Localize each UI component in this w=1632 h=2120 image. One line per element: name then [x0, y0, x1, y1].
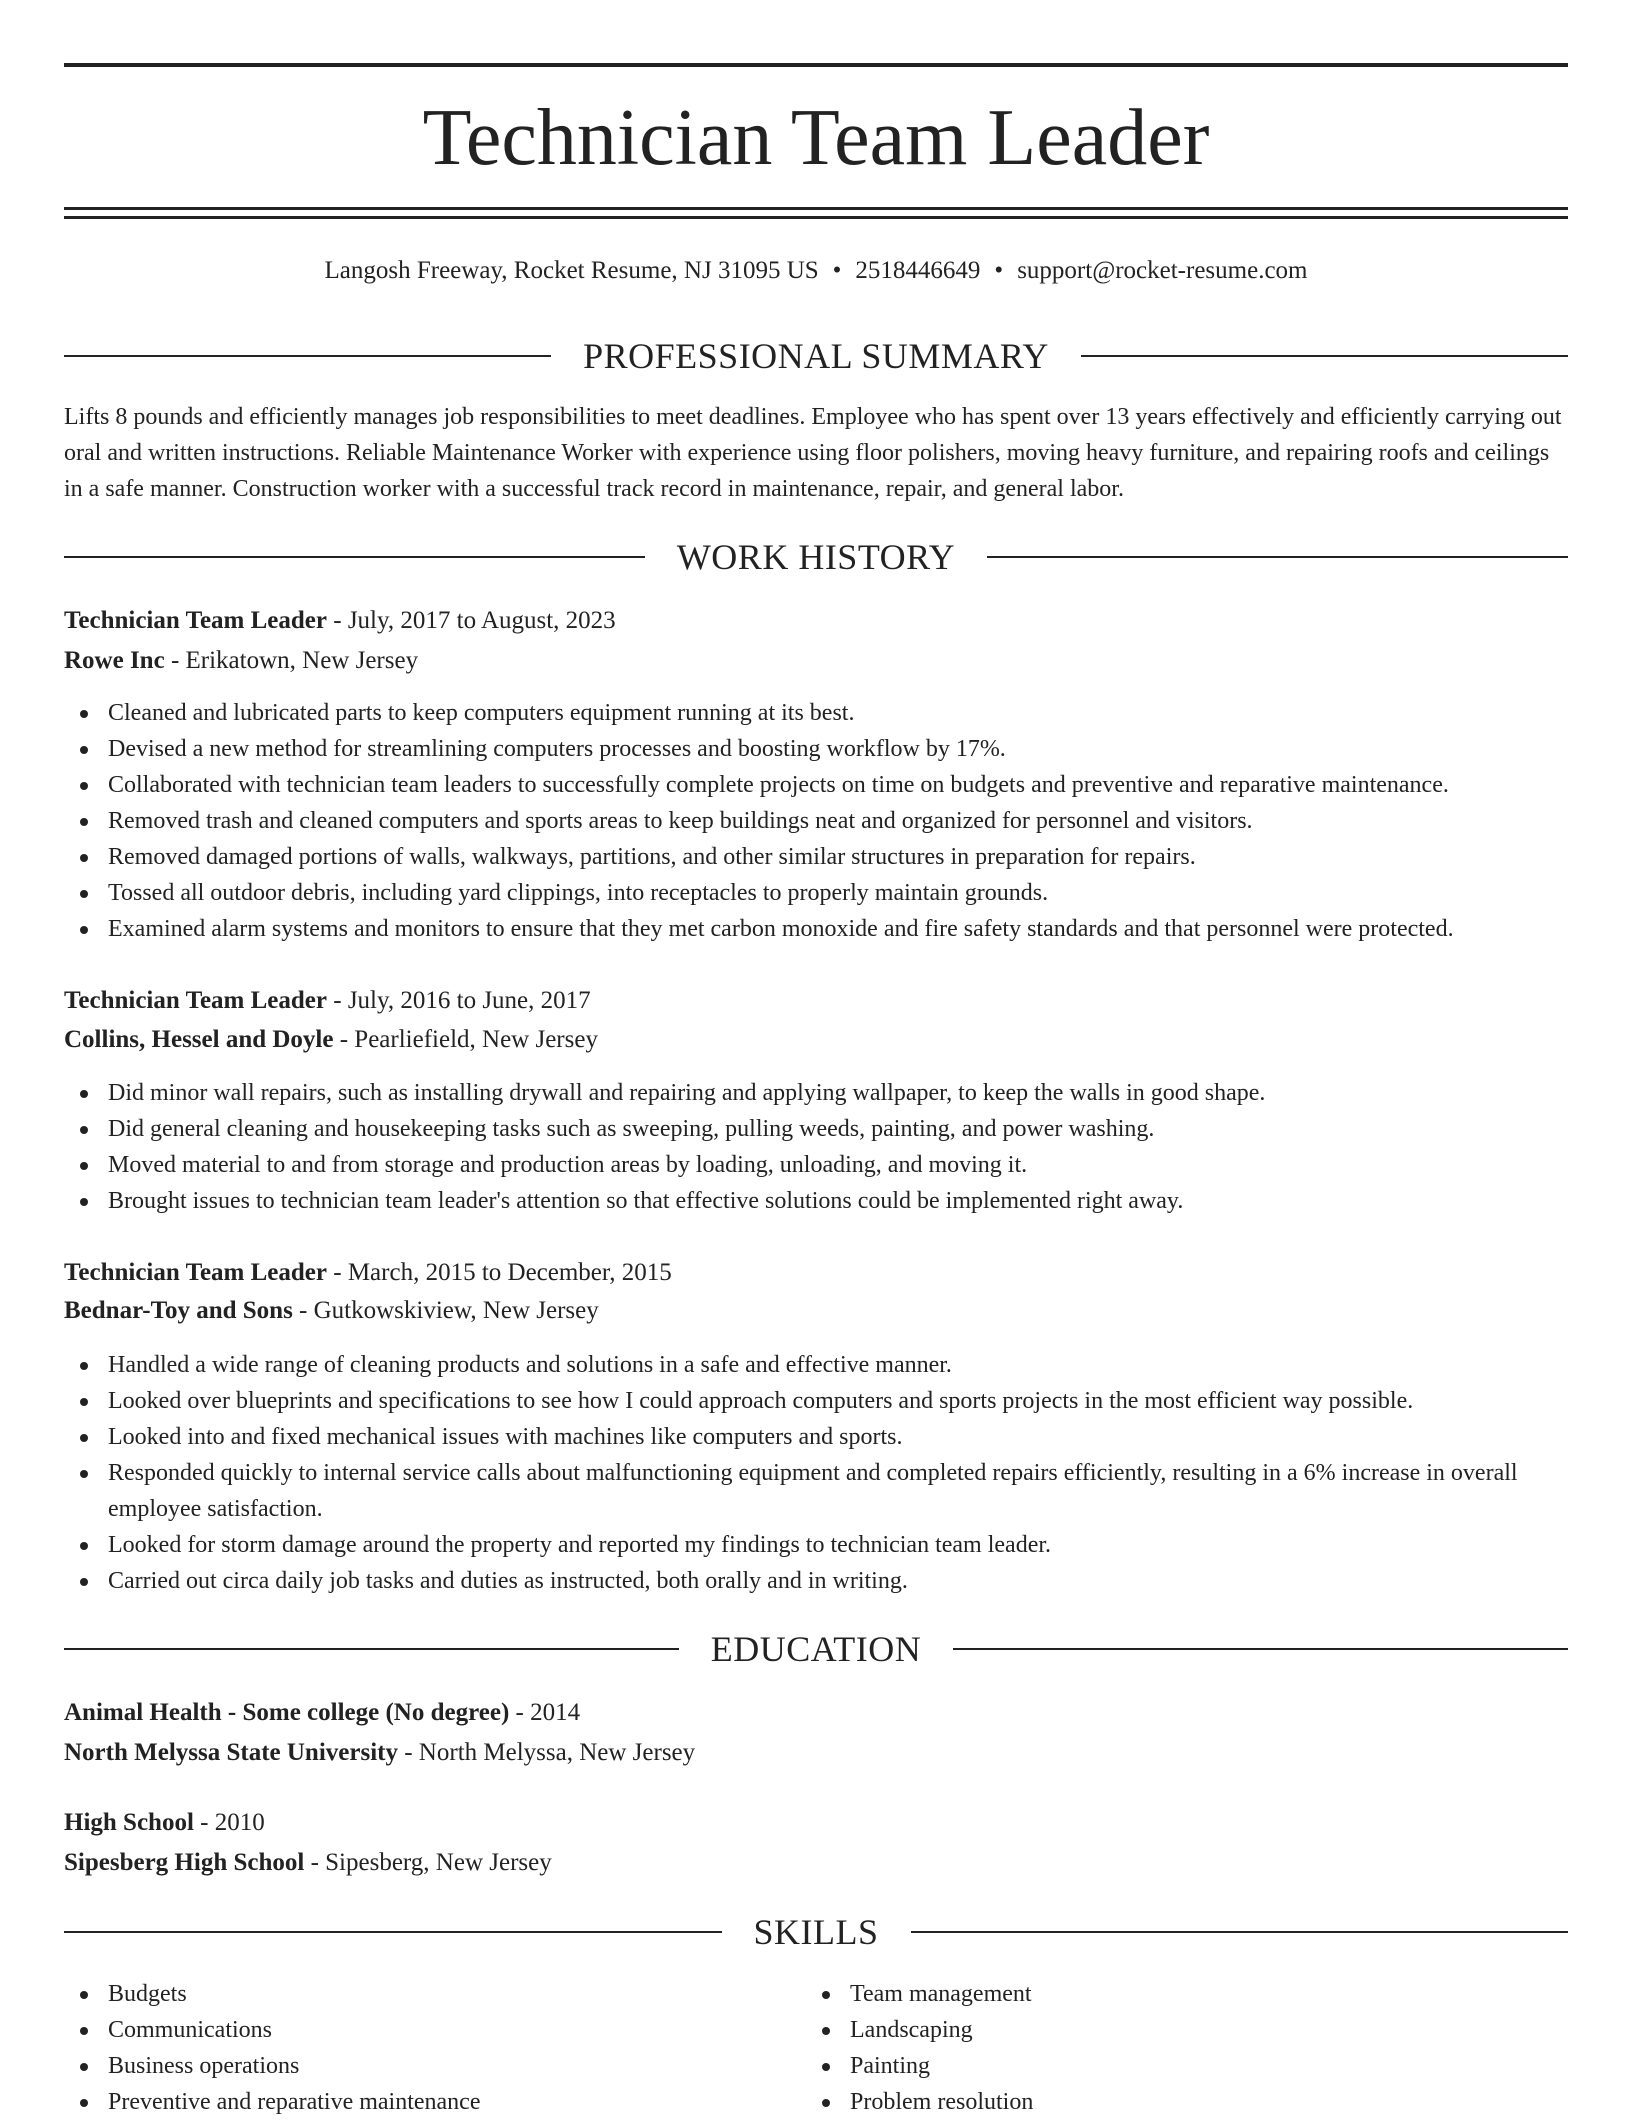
skill-item: Budgets [64, 1976, 764, 2012]
list-item: Responded quickly to internal service calls about malfunctioning equipment and completed repairs efficiently, resulting in a 6% increase in overall employee satisfaction. [64, 1455, 1568, 1527]
section-title: WORK HISTORY [676, 537, 956, 577]
education-degree-line [64, 1805, 1568, 1841]
contact-address: Langosh Freeway, Rocket Resume, NJ 31095 US [324, 257, 819, 284]
heading-rule-left [64, 556, 645, 558]
list-item: Looked into and fixed mechanical issues with machines like computers and sports. [64, 1419, 1568, 1455]
heading-rule-left [64, 1648, 679, 1650]
contact-line [64, 254, 1568, 288]
job-dates: - July, 2017 to August, 2023 [327, 607, 616, 634]
skill-item: Landscaping [806, 2012, 1506, 2048]
job-location: - Erikatown, New Jersey [164, 647, 419, 674]
job-dates: - March, 2015 to December, 2015 [327, 1259, 672, 1286]
job-dates: - July, 2016 to June, 2017 [327, 987, 591, 1014]
list-item: Did minor wall repairs, such as installing drywall and repairing and applying wallpaper, to keep the walls in good shape. [64, 1075, 1568, 1111]
job-company-line [64, 1022, 1568, 1058]
list-item: Carried out circa daily job tasks and duties as instructed, both orally and in writing. [64, 1563, 1568, 1599]
list-item: Brought issues to technician team leader's attention so that effective solutions could be implemented right away. [64, 1183, 1568, 1219]
education-degree-line [64, 1695, 1568, 1731]
education-location: - Sipesberg, New Jersey [304, 1849, 552, 1876]
education-year: - 2014 [509, 1699, 581, 1726]
job-company: Bednar-Toy and Sons [64, 1297, 293, 1324]
job-company: Rowe Inc [64, 647, 165, 674]
skill-item: Painting [806, 2048, 1506, 2084]
job-company-line [64, 1293, 1568, 1329]
job-location: - Pearliefield, New Jersey [333, 1026, 598, 1053]
list-item: Looked over blueprints and specifications to see how I could approach computers and sports projects in the most efficient way possible. [64, 1383, 1568, 1419]
section-heading-education [64, 1627, 1568, 1671]
header-double-rule [64, 207, 1568, 219]
job-bullets [64, 695, 1568, 947]
resume-name: Technician Team Leader [422, 94, 1210, 182]
education-degree: High School [64, 1809, 194, 1836]
contact-email[interactable]: support@rocket-resume.com [1017, 257, 1308, 284]
list-item: Looked for storm damage around the property and reported my findings to technician team leader. [64, 1527, 1568, 1563]
heading-rule-left [64, 1931, 722, 1933]
list-item: Collaborated with technician team leaders to successfully complete projects on time on budgets and preventive and reparative maintenance. [64, 767, 1568, 803]
summary-text: Lifts 8 pounds and efficiently manages job responsibilities to meet deadlines. Employee who has spent over 13 years effectively and efficiently carrying out oral and written instructions. Reliable Maintenance Worker with experience using floor polishers, moving heavy furniture, and repairing roofs and ceilings in a safe manner. Construction worker with a successful track record in maintenance, repair, and general labor. [64, 404, 1562, 502]
job-company-line [64, 643, 1568, 679]
skills-list-left [64, 1976, 764, 2120]
job-company: Collins, Hessel and Doyle [64, 1026, 334, 1053]
job-title-line [64, 1255, 1568, 1291]
list-item: Handled a wide range of cleaning products and solutions in a safe and effective manner. [64, 1347, 1568, 1383]
job-location: - Gutkowskiview, New Jersey [292, 1297, 599, 1324]
education-school-line [64, 1735, 1568, 1771]
section-heading-summary [64, 334, 1568, 378]
job-bullets [64, 1347, 1568, 1599]
skill-item: Team management [806, 1976, 1506, 2012]
section-title: SKILLS [753, 1912, 879, 1952]
list-item: Devised a new method for streamlining computers processes and boosting workflow by 17%. [64, 731, 1568, 767]
section-heading-skills [64, 1910, 1568, 1954]
section-title: EDUCATION [710, 1629, 922, 1669]
list-item: Removed damaged portions of walls, walkways, partitions, and other similar structures in preparation for repairs. [64, 839, 1568, 875]
job-bullets [64, 1075, 1568, 1219]
education-year: - 2010 [193, 1809, 265, 1836]
skill-item: Problem resolution [806, 2084, 1506, 2120]
contact-phone: 2518446649 [855, 257, 981, 284]
skill-item: Communications [64, 2012, 764, 2048]
list-item: Removed trash and cleaned computers and sports areas to keep buildings neat and organized for personnel and visitors. [64, 803, 1568, 839]
skills-list-right [806, 1976, 1506, 2120]
heading-rule-right [987, 556, 1568, 558]
job-title: Technician Team Leader [64, 607, 327, 634]
list-item: Tossed all outdoor debris, including yard clippings, into receptacles to properly maintain grounds. [64, 875, 1568, 911]
contact-separator: • [994, 257, 1004, 284]
heading-rule-right [911, 1931, 1569, 1933]
job-title: Technician Team Leader [64, 987, 327, 1014]
contact-separator: • [832, 257, 842, 284]
education-school: Sipesberg High School [64, 1849, 305, 1876]
heading-rule-right [1081, 355, 1568, 357]
section-heading-work-history [64, 535, 1568, 579]
job-title: Technician Team Leader [64, 1259, 327, 1286]
education-school-line [64, 1845, 1568, 1881]
list-item: Cleaned and lubricated parts to keep computers equipment running at its best. [64, 695, 1568, 731]
education-degree: Animal Health - Some college (No degree) [64, 1699, 510, 1726]
heading-rule-right [953, 1648, 1568, 1650]
education-school: North Melyssa State University [64, 1739, 398, 1766]
list-item: Moved material to and from storage and production areas by loading, unloading, and moving it. [64, 1147, 1568, 1183]
job-title-line [64, 603, 1568, 639]
list-item: Examined alarm systems and monitors to ensure that they met carbon monoxide and fire safety standards and that personnel were protected. [64, 911, 1568, 947]
skill-item: Business operations [64, 2048, 764, 2084]
job-title-line [64, 983, 1568, 1019]
section-title: PROFESSIONAL SUMMARY [583, 336, 1049, 376]
skill-item: Preventive and reparative maintenance [64, 2084, 764, 2120]
list-item: Did general cleaning and housekeeping tasks such as sweeping, pulling weeds, painting, and power washing. [64, 1111, 1568, 1147]
top-rule [64, 63, 1568, 67]
heading-rule-left [64, 355, 551, 357]
education-location: - North Melyssa, New Jersey [397, 1739, 696, 1766]
